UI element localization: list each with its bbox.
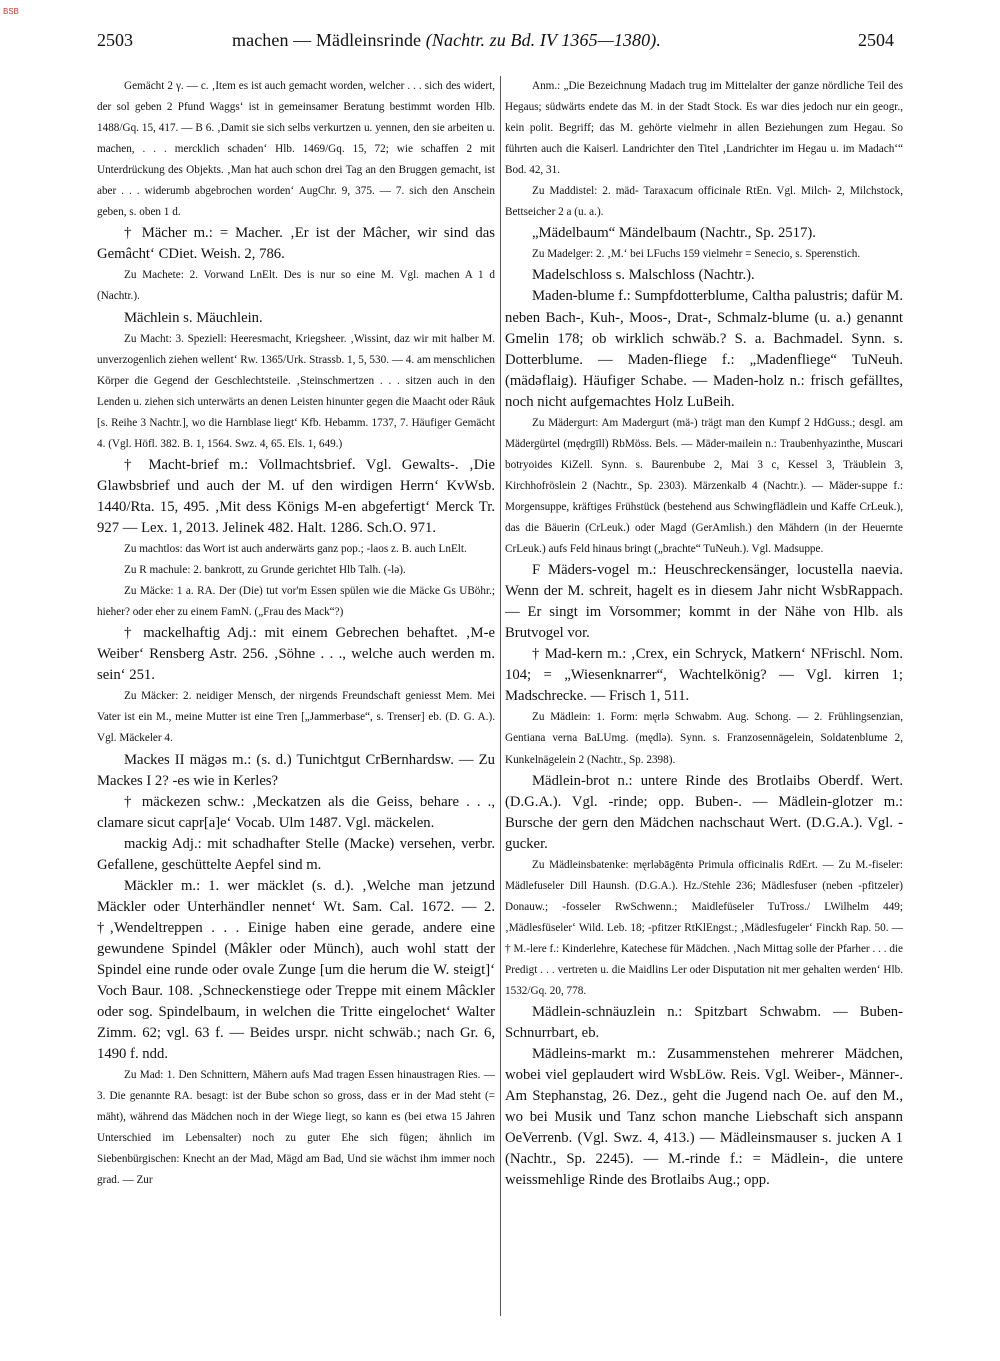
dictionary-entry: mackig Adj.: mit schadhafter Stelle (Macke) versehen, verbr. Gefallene, geschüttelte Aepfel sind m. <box>97 835 495 873</box>
dictionary-entry: Zu R machule: 2. bankrott, zu Grunde gerichtet Hlb Talh. (-lə). <box>124 564 406 577</box>
running-header <box>0 30 1000 52</box>
column-divider <box>500 76 501 1316</box>
dictionary-entry: Zu Maddistel: 2. mäd- Taraxacum officinale RtEn. Vgl. Milch- 2, Milchstock, Bettseicher 2 a (u. a.). <box>505 185 903 219</box>
dictionary-entry: Maden-blume f.: Sumpfdotterblume, Caltha palustris; dafür M. neben Bach-, Kuh-, Moos-, Drat-, Schmalz-blume (u. a.) genannt Gmelin 178; ob wirklich schwäb.? S. a. Bachmadel. Synn. s. Dotterblume. — Maden-fliege f.: „Madenfliege“ TuNeuh. (mädəflaig). Häufiger Schabe. — Maden-holz n.: frisch gefälltes, noch nicht aufgemachtes Holz LuBeih. <box>505 288 903 410</box>
dictionary-entry: Zu Madelger: 2. ‚M.‘ bei LFuchs 159 vielmehr = Senecio, s. Sperenstich. <box>532 248 861 261</box>
dictionary-entry: Zu Mad: 1. Den Schnittern, Mähern aufs Mad tragen Essen hinaustragen Ries. — 3. Die genannte RA. besagt: ist der Bube schon so gross, dass er in der Mad steht (= mäht), während das Mädchen noch in der Wiege liegt, so kann es (bei etwa 15 Jahren Unterschied im Lebensalter) noch zu guter Ehe sich fügen; ähnlich im Siebenbürgischen: Knecht an der Mad, Mägd am Bad, Und sie wächst ihm immer noch grad. — Zur <box>97 1069 495 1187</box>
dictionary-entry: „Mädelbaum“ Mändelbaum (Nachtr., Sp. 2517). <box>532 225 816 242</box>
running-title-main: machen — Mädleinsrinde <box>232 30 422 50</box>
dictionary-entry: † Mad-kern m.: ‚Crex, ein Schryck, Matkern‘ NFrischl. Nom. 104; = „Wiesenknarrer“, Wachtelkönig? — Vgl. kirren 1; Madschrecke. — Frisch 1, 511. <box>505 646 903 705</box>
dictionary-entry: Mackes II mägəs m.: (s. d.) Tunichtgut CrBernhardsw. — Zu Mackes I 2? -es wie in Kerles? <box>97 751 495 789</box>
dictionary-entry: Zu Mäcker: 2. neidiger Mensch, der nirgends Freundschaft geniesst Mem. Mei Vater ist ein M., meine Mutter ist eine Tren [„Jammerbase“, s. Trenser] eb. (D. G. A.). Vgl. Mäckeler 4. <box>97 690 495 745</box>
running-title-sub: (Nachtr. zu Bd. IV 1365—1380). <box>425 30 661 50</box>
dictionary-entry: † mackelhaftig Adj.: mit einem Gebrechen behaftet. ‚M-e Weiber‘ Rensberg Astr. 256. ‚Söhne . . ., welche auch werden m. sein‘ 251. <box>97 625 495 684</box>
dictionary-entry: † Macht-brief m.: Vollmachtsbrief. Vgl. Gewalts-. ‚Die Glawbsbrief und auch der M. uf den wirdigen Herrn‘ KvWsb. 1440/Rta. 15, 495. ‚Mit dess Königs M-en abgefertigt‘ Merck Tr. 927 — Lex. 1, 2013. Jelinek 482. Halt. 1286. Sch.O. 971. <box>97 456 495 536</box>
dictionary-entry: Madelschloss s. Malschloss (Nachtr.). <box>532 267 755 284</box>
dictionary-entry: Mädlein-brot n.: untere Rinde des Brotlaibs Oberdf. Wert. (D.G.A.). Vgl. -rinde; opp. Buben-. — Mädlein-glotzer m.: Bursche der gern den Mädchen nachschaut Wert. (D.G.A.). Vgl. -gucker. <box>505 772 903 852</box>
library-stamp: BSB <box>3 7 20 16</box>
right-column <box>505 76 903 1191</box>
running-title <box>232 30 772 51</box>
dictionary-entry: Mächlein s. Mäuchlein. <box>124 309 263 326</box>
page-number-left: 2503 <box>97 30 133 50</box>
dictionary-entry: Zu Mädleinsbatenke: męrləbāgēntə Primula officinalis RdErt. — Zu M.-fiseler: Mädlefuseler Dill Haunsh. (D.G.A.). Hz./Stehle 236; Mädlesfuser (neben -pfitzeler) Donauw.; -fosseler RwSchwenn.; Maidlefüseler TuTross./ LWilhelm 449; ‚Mädlesfüseler‘ Wild. Leb. 18; -pfitzer RtKlEngst.; ‚Mädlesfugeler‘ Finckh Rap. 50. — † M.-lere f.: Kinderlehre, Katechese für Mädchen. ‚Nach Mittag solle der Pfarher . . . die Predigt . . . vertreten u. die Maidlins Ler oder Disputation nit mer gehalten werden‘ Hlb. 1532/Gq. 20, 778. <box>505 858 903 998</box>
dictionary-entry: † mäckezen schw.: ‚Meckatzen als die Geiss, behare . . ., clamare sicut capr[a]e‘ Vocab. Ulm 1487. Vgl. mäckelen. <box>97 793 495 831</box>
dictionary-entry: Mäckler m.: 1. wer mäcklet (s. d.). ‚Welche man jetzund Mäckler oder Unterhändler nennet‘ Wt. Sam. Cal. 1672. — 2. †‚Wendeltreppen . . . Einige haben eine gerade, andere eine gewundene Spindel (Mâkler oder Münch), auch wohl statt der Spindel eine runde oder ovale Zunge [um die herum die W. steigt]‘ Voch Baur. 108. ‚Schneckenstiege oder Treppe mit einem Mâckler oder sog. Spindelbaum, in welchen die Tritte eingelochet‘ Walter Zimm. 62; vgl. 63 f. — Beides urspr. nicht schwäb.; nach Gr. 6, 1490 f. ndd. <box>97 877 495 1063</box>
dictionary-entry: Zu Macht: 3. Speziell: Heeresmacht, Kriegsheer. ‚Wissint, daz wir mit halber M. unverzogenlich ziehen wellent‘ Rw. 1365/Urk. Strassb. 1, 5, 530. — 4. am menschlichen Körper die Gegend der Geschlechtsteile. ‚Steinschmertzen . . . sitzen auch in den Lenden u. ziehen sich unterwärts an denen Leisten hinunter gegen die Maacht oder Râuk [s. Reihe 3 Nachtr.], wo die Harnblase liegt‘ Kfb. Hebamm. 1737, 7. Häufiger Gemächt 4. (Vgl. Höfl. 382. B. 1, 1564. Swz. 4, 65. Els. 1, 649.) <box>97 332 495 450</box>
page-number-right: 2504 <box>858 30 894 50</box>
dictionary-entry: F Mäders-vogel m.: Heuschreckensänger, locustella naevia. Wenn der M. schreit, hagelt es in diesem Jahr nicht WsbRappach. — Er singt im Vorsommer; kommt in der Nähe von Hlb. als Brutvogel vor. <box>505 562 903 642</box>
dictionary-entry: Zu Mäcke: 1 a. RA. Der (Die) tut vor'm Essen spülen wie die Mäcke Gs UBöhr.; hieher? oder eher zu einem FamN. („Frau des Mack“?) <box>97 585 495 619</box>
dictionary-entry: Gemächt 2 γ. — c. ‚Item es ist auch gemacht worden, welcher . . . sich des widert, der sol geben 2 Pfund Waggs‘ ist in gemeinsamer Beratung bestimmt worden Hlb. 1488/Gq. 15, 417. — B 6. ‚Damit sie sich selbs verkurtzen u. yennen, den sie arbeiten u. machen, . . . mercklich schaden‘ Hlb. 1469/Gq. 15, 72; wie schaffen 2 mit Unterdrückung des Objekts. ‚Man hat auch schon drei Tag an den Bruggen gemacht, ist aber . . . widerumb abgebrochen worden‘ AugChr. 9, 375. — 7. sich den Anschein geben, s. oben 1 d. <box>97 80 495 219</box>
dictionary-entry: Zu Machete: 2. Vorwand LnElt. Des is nur so eine M. Vgl. machen A 1 d (Nachtr.). <box>97 269 495 303</box>
dictionary-entry: Zu Mädergurt: Am Madergurt (mä-) trägt man den Kumpf 2 HdGuss.; desgl. am Mädergürtel (mędrgīll) RbMöss. Bels. — Mäder-mailein n.: Traubenhyazinthe, Muscari botryoides KiZell. Synn. s. Baurenbube 2, Mai 3 c, Kessel 3, Träublein 3, Kirchhofröslein 2 (Nachtr., Sp. 2303). Märzenkalb 4 (Nachtr.). — Mäder-suppe f.: Morgensuppe, kräftiges Frühstück (bestehend aus Schwingflädlein und Kaffe CrLeuk.), das die Bäuerin (CrLeuk.) oder Magd (GerAmlish.) den Mähdern (in der Heuernte CrLeuk.) aufs Feld hinaus bringt („brachte“ TuNeuh.). Vgl. Madsuppe. <box>505 416 903 556</box>
dictionary-entry: † Mächer m.: = Macher. ‚Er ist der Mâcher, wir sind das Gemâcht‘ CDiet. Weish. 2, 786. <box>97 225 495 263</box>
dictionary-entry: Zu machtlos: das Wort ist auch anderwärts ganz pop.; -laos z. B. auch LnElt. <box>124 543 467 556</box>
left-column <box>97 76 495 1191</box>
dictionary-entry: Anm.: „Die Bezeichnung Madach trug im Mittelalter der ganze nördliche Teil des Hegaus; südwärts endete das M. in der Stadt Stock. Es war dies jedoch nur ein geogr., kein polit. Begriff; das M. gehörte vielmehr in allen Beziehungen zum Hegau. So führten auch die Kaiserl. Landrichter den Titel ‚Landrichter im Hegau u. im Madach‘“ Bod. 42, 31. <box>505 80 903 177</box>
dictionary-entry: Zu Mädlein: 1. Form: męrlə Schwabm. Aug. Schong. — 2. Frühlingsenzian, Gentiana verna BaLUmg. (mędlə). Synn. s. Franzosennägelein, Soldatenblume 2, Kunkelnägelein 2 (Nachtr., Sp. 2398). <box>505 711 903 766</box>
dictionary-entry: Mädleins-markt m.: Zusammenstehen mehrerer Mädchen, wobei viel geplaudert wird WsbLöw. Reis. Vgl. Weiber-, Männer-. Am Stephanstag, 26. Dez., geht die Jugend nach Oe. auf den M., wo bei Musik und Tanz schon manche Liebschaft sich anspann OeVerrenb. (Vgl. Swz. 4, 413.) — Mädleinsmauser s. jucken A 1 (Nachtr., Sp. 2245). — M.-rinde f.: = Mädlein-, die untere weissmehlige Rinde des Brotlaibs Aug.; opp. <box>505 1046 903 1189</box>
dictionary-entry: Mädlein-schnäuzlein n.: Spitzbart Schwabm. — Buben- Schnurrbart, eb. <box>505 1004 903 1042</box>
